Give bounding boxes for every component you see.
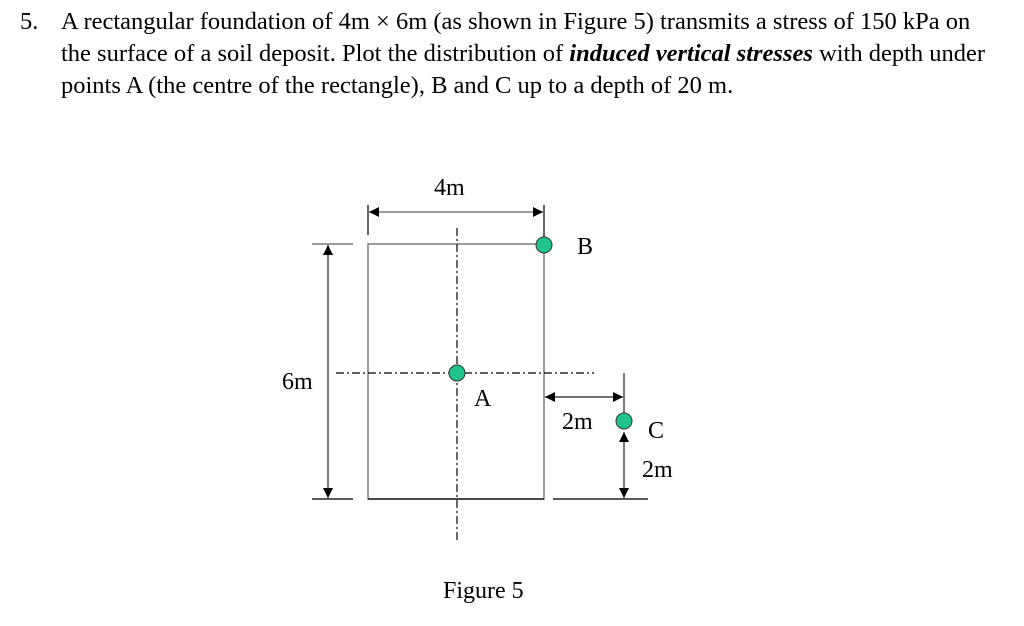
question-text-part-1: A rectangular foundation of 4m × 6m (as shown in Figure 5) transmits a stress of 150 kPa on the surface of a soil deposit. Plot the distribution of	[61, 8, 971, 67]
length-label: 6m	[282, 369, 313, 395]
point-a-marker	[449, 365, 465, 381]
point-c-label: C	[648, 418, 665, 444]
point-a-label: A	[474, 386, 492, 412]
point-c-marker	[616, 413, 632, 429]
point-b-marker	[536, 237, 552, 253]
point-b-label: B	[577, 234, 594, 260]
offset-y-label: 2m	[642, 457, 673, 483]
width-label: 4m	[434, 175, 465, 201]
question-number: 5.	[20, 8, 39, 35]
emphasis-induced-vertical-stresses: induced vertical stresses	[569, 40, 813, 67]
offset-x-label: 2m	[562, 409, 593, 435]
question-text-part-3: with depth under points A (the centre of the rectangle), B and C up to a depth of 20 m.	[61, 40, 986, 99]
figure-caption: Figure 5	[443, 578, 524, 604]
